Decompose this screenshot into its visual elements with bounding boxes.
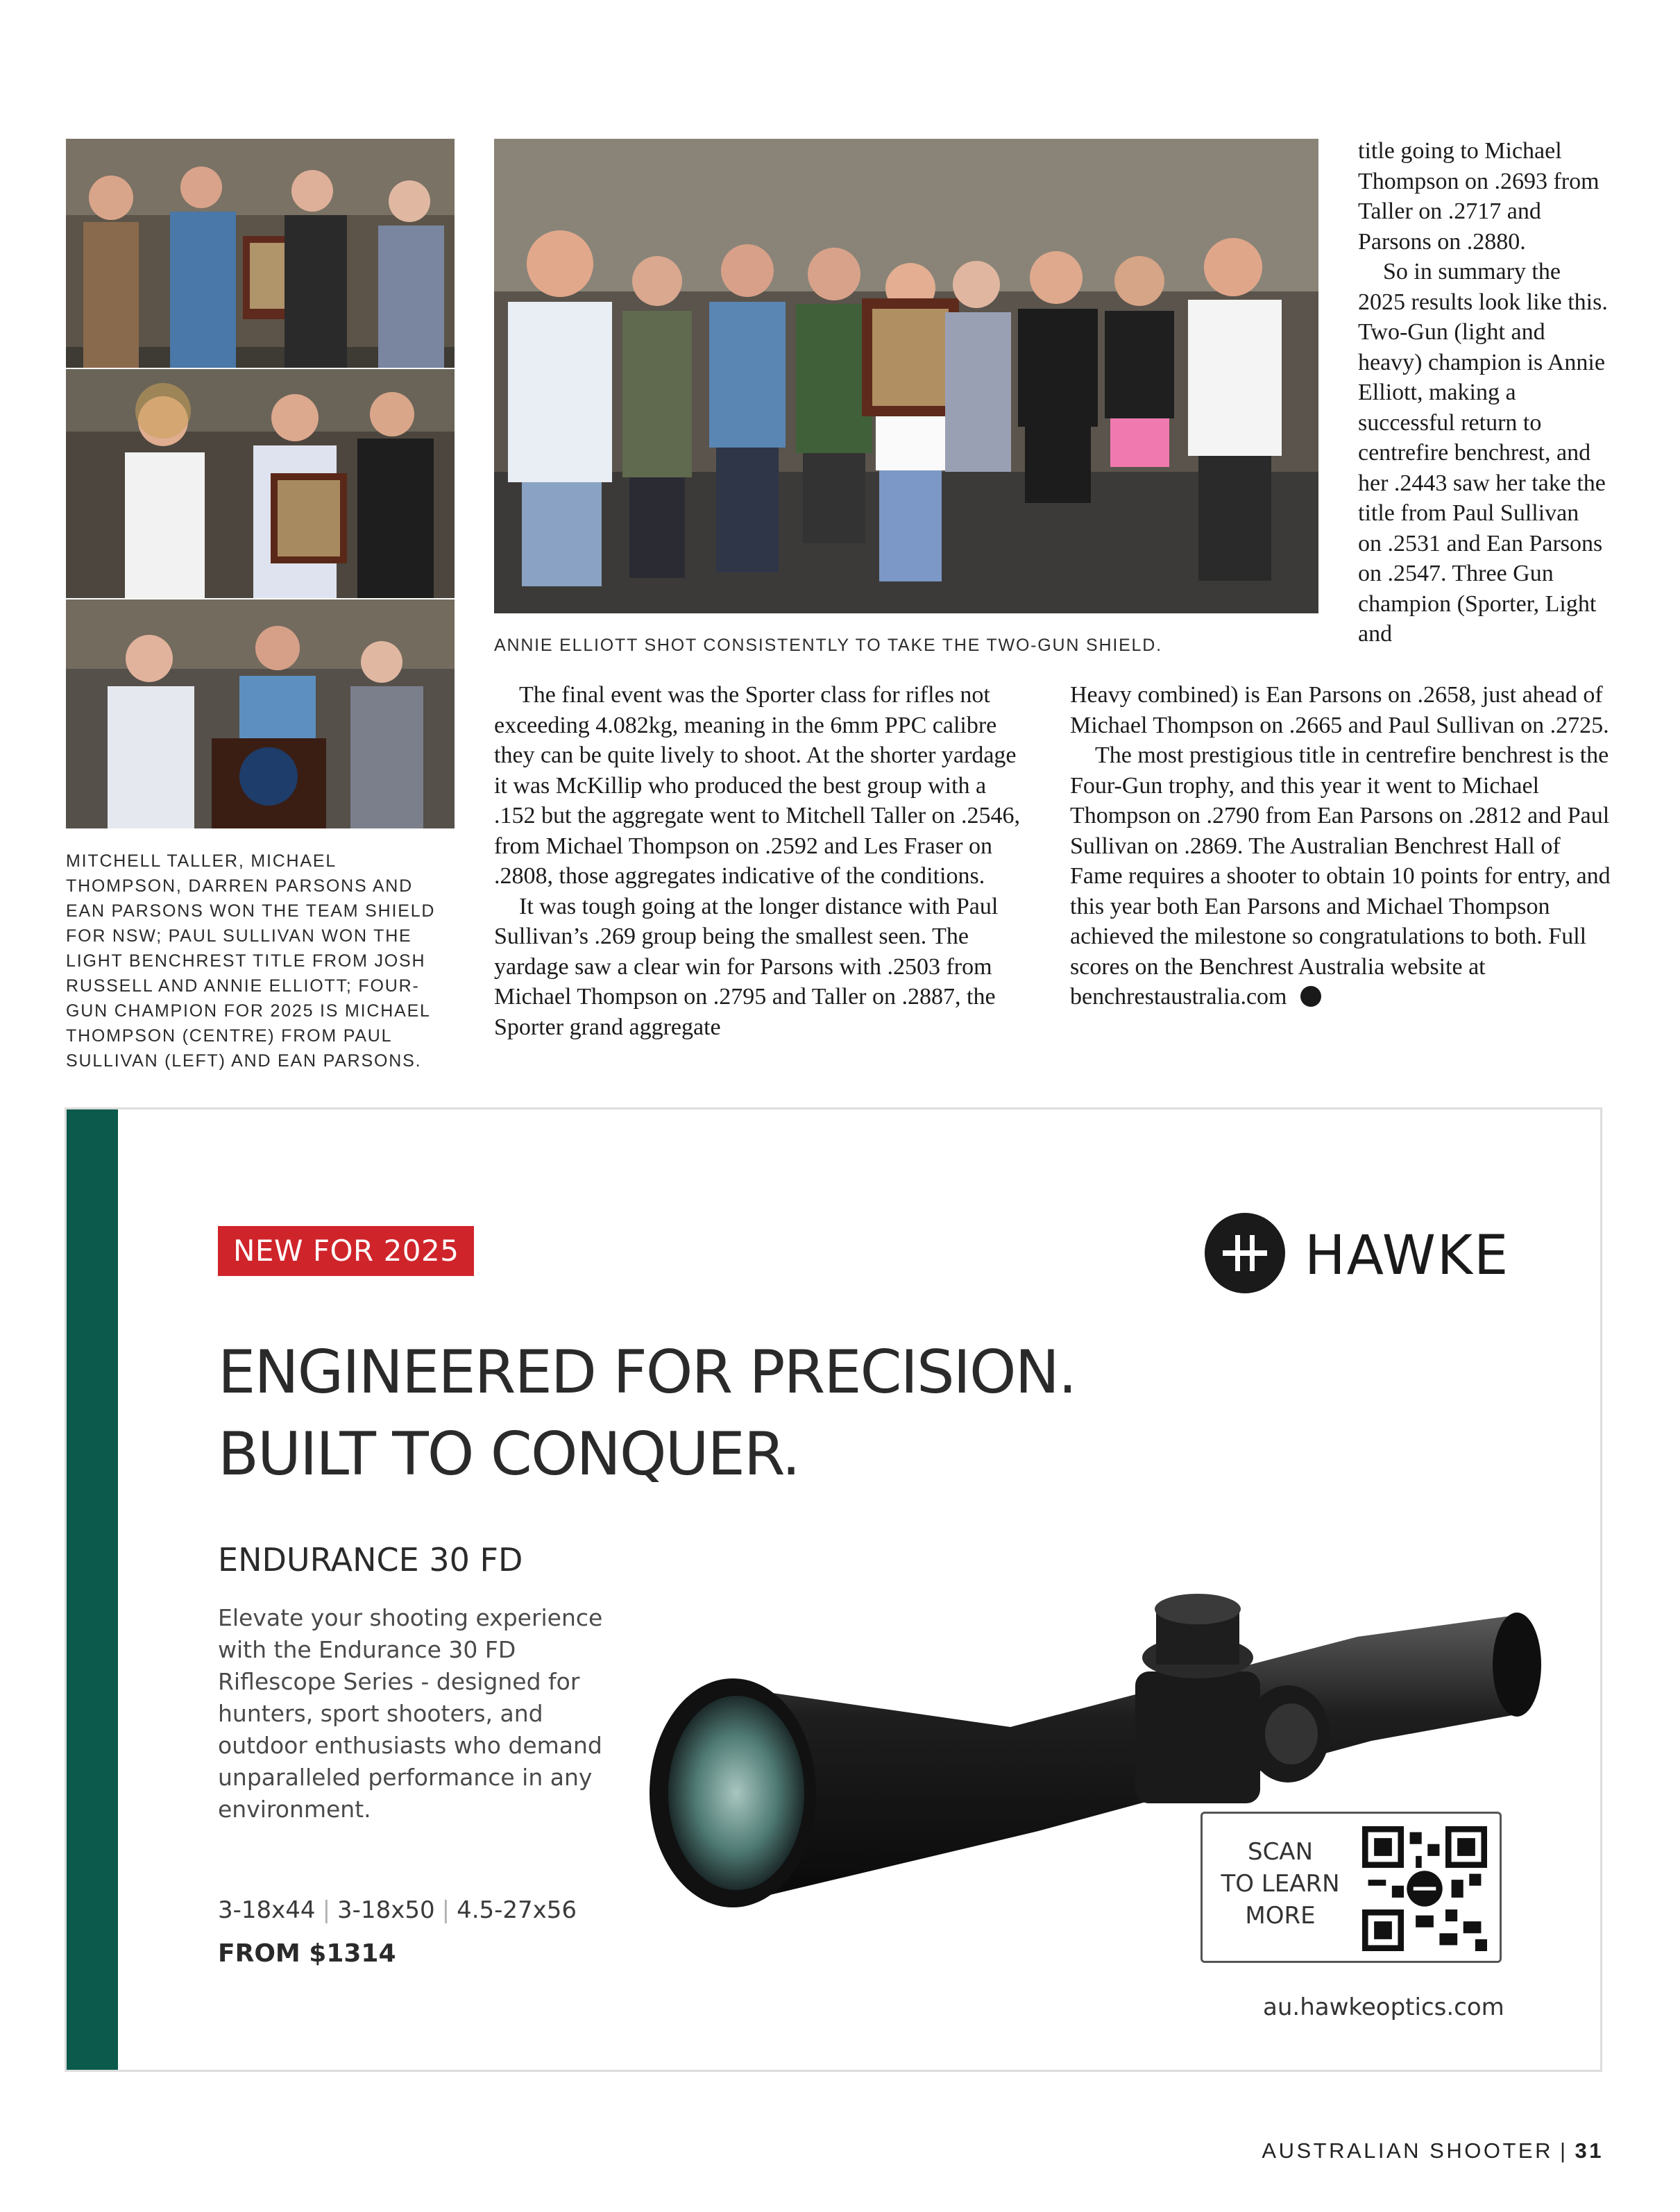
photo-caption-main: ANNIE ELLIOTT SHOT CONSISTENTLY TO TAKE THE TWO-GUN SHIELD. bbox=[494, 636, 1162, 655]
page-footer: AUSTRALIAN SHOOTER | 31 bbox=[1262, 2138, 1604, 2163]
article-paragraph: It was tough going at the longer distance with Paul Sullivan’s .269 group being the smallest seen. The yardage saw a clear win for Parsons with .2503 from Michael Thompson on .2795 and Taller on .2887, the Sporter grand aggregate bbox=[494, 893, 999, 1040]
publication-name: AUSTRALIAN SHOOTER bbox=[1262, 2138, 1553, 2163]
article-column-right-top bbox=[1358, 136, 1608, 649]
end-of-article-icon bbox=[1300, 986, 1321, 1007]
ad-product-name: ENDURANCE 30 FD bbox=[218, 1541, 523, 1579]
article-paragraph: The final event was the Sporter class for rifles not exceeding 4.082kg, meaning in the 6mm PPC calibre they can be quite lively to shoot. At the shorter yardage it was McKillip who produced the best group with a .152 but the aggregate went to Mitchell Taller on .2546, from Michael Thompson on .2592 and Les Fraser on .2808, those aggregates indicative of the conditions. bbox=[494, 682, 1021, 889]
article-paragraph: So in summary the 2025 results look like this. Two-Gun (light and heavy) champion is Annie Elliott, making a successful return to centrefire benchrest, and her .2443 saw her take the title from Paul Sullivan on .2531 and Ean Parsons on .2547. Three Gun champion (Sporter, Light and bbox=[1358, 259, 1608, 647]
ad-brand-name: HAWKE bbox=[1305, 1225, 1510, 1287]
ad-description: Elevate your shooting experience with the Endurance 30 FD Riflescope Series - designed for hunters, sport shooters, and outdoor enthusiasts who demand unparalleled performance in any environment. bbox=[218, 1604, 603, 1823]
ad-size-options: 3-18x44 | 3-18x50 | 4.5-27x56 bbox=[218, 1896, 577, 1924]
article-paragraph: Heavy combined) is Ean Parsons on .2658, just ahead of Michael Thompson on .2665 and Paul Sullivan on .2725. bbox=[1070, 682, 1609, 738]
qr-code-icon[interactable] bbox=[1362, 1826, 1487, 1951]
page-number: 31 bbox=[1575, 2138, 1604, 2163]
article-column-middle bbox=[494, 680, 1030, 1042]
photo-team-shield bbox=[66, 139, 455, 368]
photo-caption-left: MITCHELL TALLER, MICHAEL THOMPSON, DARREN PARSONS AND EAN PARSONS WON THE TEAM SHIELD FOR NSW; PAUL SULLIVAN WON THE LIGHT BENCHREST TITLE FROM JOSH RUSSELL AND ANNIE ELLIOTT; FOUR-GUN CHAMPION FOR 2025 IS MICHAEL THOMPSON (CENTRE) FROM PAUL SULLIVAN (LEFT) AND EAN PARSONS. bbox=[66, 851, 436, 1071]
ad-new-badge: NEW FOR 2025 bbox=[218, 1226, 474, 1276]
ad-price: FROM $1314 bbox=[218, 1939, 396, 1968]
ad-headline: ENGINEERED FOR PRECISION. BUILT TO CONQUER. bbox=[218, 1338, 1076, 1489]
ad-qr-box[interactable] bbox=[1200, 1812, 1502, 1963]
ad-url-link[interactable]: au.hawkeoptics.com bbox=[1263, 1993, 1504, 2021]
article-paragraph: The most prestigious title in centrefire benchrest is the Four-Gun trophy, and this year it went to Michael Thompson on .2790 from Ean Parsons on .2812 and Paul Sullivan on .2869. The Australian Benchrest Hall of Fame requires a shooter to obtain 10 points for entry, and this year both Ean Parsons and Michael Thompson achieved the milestone so congratulations to both. Full scores on the Benchrest Australia website at benchrestaustralia.com bbox=[1070, 742, 1611, 1010]
photo-four-gun bbox=[66, 599, 455, 828]
ad-scan-label: SCAN TO LEARN MORE bbox=[1221, 1838, 1340, 1930]
photo-light-benchrest bbox=[66, 369, 455, 598]
article-paragraph: title going to Michael Thompson on .2693 from Taller on .2717 and Parsons on .2880. bbox=[1358, 138, 1600, 255]
ad-accent-bar bbox=[67, 1109, 118, 2070]
hawke-advertisement[interactable] bbox=[65, 1107, 1602, 2072]
article-column-right-bottom bbox=[1070, 680, 1611, 1012]
photo-two-gun-shield bbox=[494, 139, 1318, 613]
